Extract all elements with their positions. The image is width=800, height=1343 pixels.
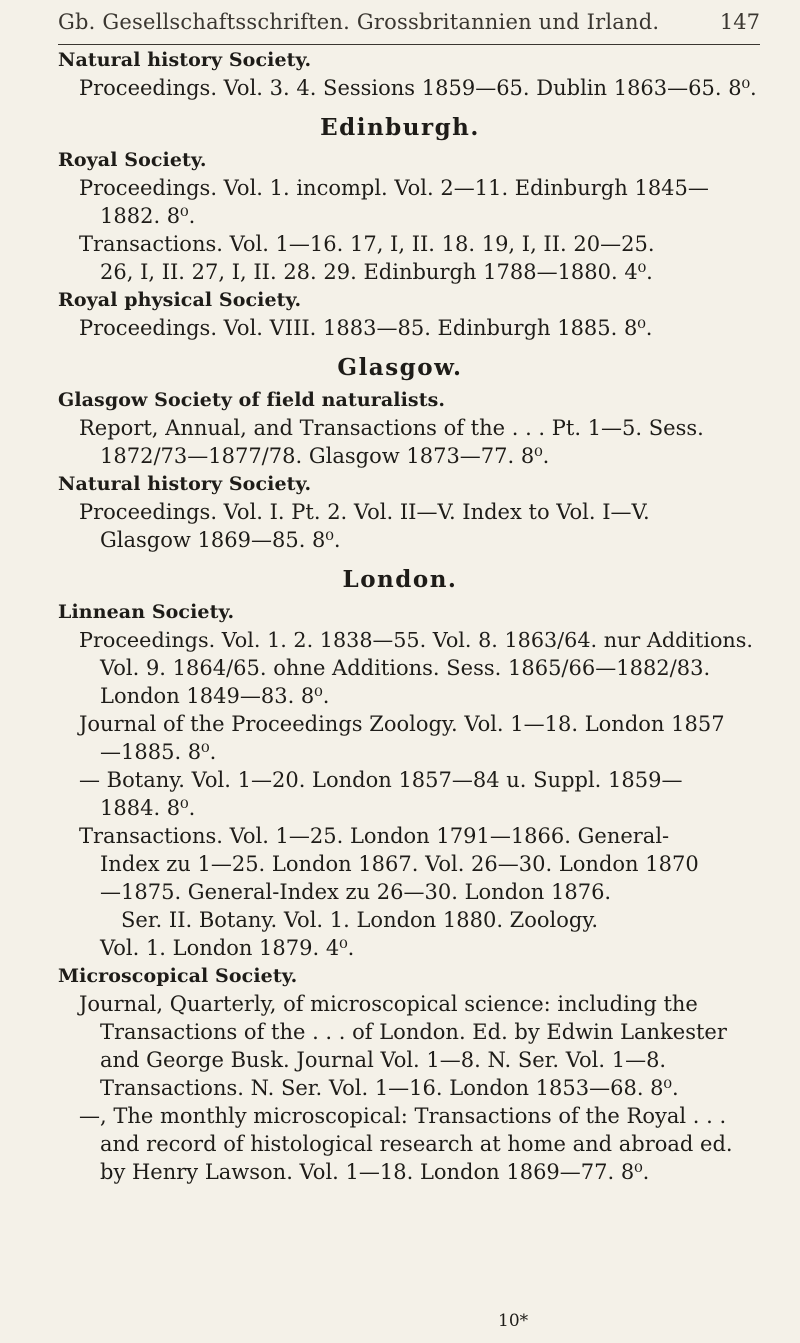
- running-header: [58, 0, 760, 45]
- entry-line: Proceedings. Vol. 1. incompl. Vol. 2—11. Edinburgh 1845—: [79, 176, 709, 200]
- entry-line: and George Busk. Journal Vol. 1—8. N. Ser. Vol. 1—8.: [100, 1048, 667, 1072]
- society-heading: Linnean Society.: [58, 601, 235, 623]
- society-heading: Microscopical Society.: [58, 965, 298, 987]
- entry-line: Journal of the Proceedings Zoology. Vol. 1—18. London 1857: [79, 712, 725, 736]
- entry-line: Proceedings. Vol. 1. 2. 1838—55. Vol. 8. 1863/64. nur Additions.: [79, 628, 753, 652]
- city-heading: London.: [342, 566, 458, 593]
- city-heading: Glasgow.: [337, 354, 463, 381]
- entry-line: Proceedings. Vol. I. Pt. 2. Vol. II—V. Index to Vol. I—V.: [79, 500, 650, 524]
- entry-line: Ser. II. Botany. Vol. 1. London 1880. Zoology.: [121, 908, 599, 932]
- society-heading: Royal Society.: [58, 149, 207, 171]
- entry-line: Index zu 1—25. London 1867. Vol. 26—30. London 1870: [100, 852, 699, 876]
- entry-line: Proceedings. Vol. VIII. 1883—85. Edinburgh 1885. 8⁰.: [79, 316, 653, 340]
- society-heading: Royal physical Society.: [58, 289, 302, 311]
- entry-line: by Henry Lawson. Vol. 1—18. London 1869—77. 8⁰.: [100, 1160, 650, 1184]
- entry-line: —, The monthly microscopical: Transactions of the Royal . . .: [79, 1104, 727, 1128]
- entry-line: 1882. 8⁰.: [100, 204, 196, 228]
- city-heading: Edinburgh.: [320, 114, 480, 141]
- society-heading: Glasgow Society of field naturalists.: [58, 389, 446, 411]
- entry-line: —1875. General-Index zu 26—30. London 1876.: [100, 880, 612, 904]
- entry-line: and record of histological research at home and abroad ed.: [100, 1132, 733, 1156]
- entry-line: Vol. 9. 1864/65. ohne Additions. Sess. 1865/66—1882/83.: [100, 656, 711, 680]
- society-heading: Natural history Society.: [58, 473, 312, 495]
- entry-line: 1884. 8⁰.: [100, 796, 196, 820]
- entry-line: 26, I, II. 27, I, II. 28. 29. Edinburgh 1788—1880. 4⁰.: [100, 260, 653, 284]
- entry-line: Journal, Quarterly, of microscopical science: including the: [79, 992, 698, 1016]
- entry-line: 1872/73—1877/78. Glasgow 1873—77. 8⁰.: [100, 444, 550, 468]
- running-title: Gb. Gesellschaftsschriften. Grossbritannien und Irland.: [58, 10, 660, 34]
- entry-line: Transactions. Vol. 1—25. London 1791—1866. General-: [79, 824, 670, 848]
- signature-mark: 10*: [498, 1311, 529, 1331]
- entry-line: Glasgow 1869—85. 8⁰.: [100, 528, 341, 552]
- entry-line: Transactions of the . . . of London. Ed. by Edwin Lankester: [100, 1020, 727, 1044]
- page-number: 147: [719, 10, 760, 34]
- entry-line: Proceedings. Vol. 3. 4. Sessions 1859—65. Dublin 1863—65. 8⁰.: [79, 76, 757, 100]
- entry-line: —1885. 8⁰.: [100, 740, 217, 764]
- entry-line: London 1849—83. 8⁰.: [100, 684, 330, 708]
- entry-line: Transactions. Vol. 1—16. 17, I, II. 18. 19, I, II. 20—25.: [79, 232, 655, 256]
- entry-line: — Botany. Vol. 1—20. London 1857—84 u. Suppl. 1859—: [79, 768, 683, 792]
- entry-line: Transactions. N. Ser. Vol. 1—16. London 1853—68. 8⁰.: [100, 1076, 679, 1100]
- entry-line: Vol. 1. London 1879. 4⁰.: [100, 936, 355, 960]
- society-heading: Natural history Society.: [58, 49, 312, 71]
- entry-line: Report, Annual, and Transactions of the . . . Pt. 1—5. Sess.: [79, 416, 704, 440]
